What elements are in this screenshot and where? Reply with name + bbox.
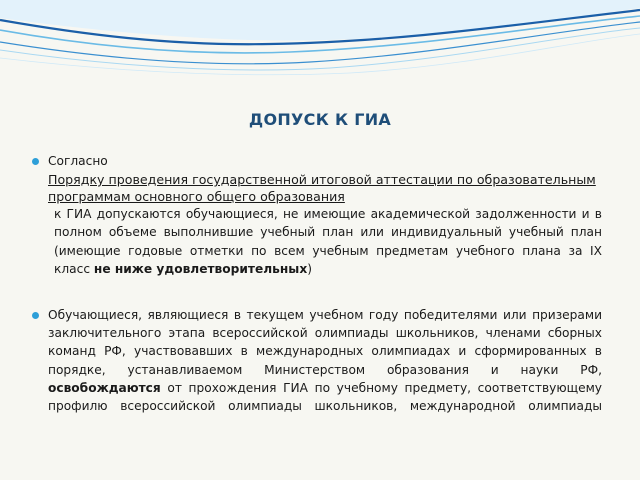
admission-body: к ГИА допускаются обучающиеся, не имеющие академической задолженности и в полном объеме выполнившие учебный план или индивидуальный учебный план (имеющие годовые отметки по всем учебным предметам учебного плана за IX класс xyxy=(54,207,602,276)
exemption-tail: от прохождения ГИА по учебному предмету, соответствующему профилю всероссийской олимпиады школьников, международной олимпиады xyxy=(48,380,602,414)
exemption-text xyxy=(48,306,602,415)
bullet-dot-icon xyxy=(32,312,39,319)
admission-text xyxy=(48,205,602,278)
bullet-exemption xyxy=(30,306,602,415)
bullet-dot-icon xyxy=(32,158,39,165)
slide-title: ДОПУСК К ГИА xyxy=(248,110,392,129)
bullet-lead: Согласно xyxy=(48,154,108,168)
exemption-bold: освобождаются xyxy=(48,380,161,395)
bullet-admission xyxy=(30,152,602,278)
decorative-waves xyxy=(0,0,640,80)
procedure-link[interactable]: Порядку проведения государственной итоговой аттестации по образовательным программам основного общего образования xyxy=(48,172,596,204)
admission-bold: не ниже удовлетворительных xyxy=(93,261,308,276)
admission-tail: ) xyxy=(307,261,312,276)
exemption-body: Обучающиеся, являющиеся в текущем учебном году победителями или призерами заключительного этапа всероссийской олимпиады школьников, членами сборных команд РФ, участвовавших в международных олимпиадах и сформированных в порядке, устанавливаемом Министерством образования и науки РФ, xyxy=(48,308,602,377)
bullet-list xyxy=(30,152,602,415)
